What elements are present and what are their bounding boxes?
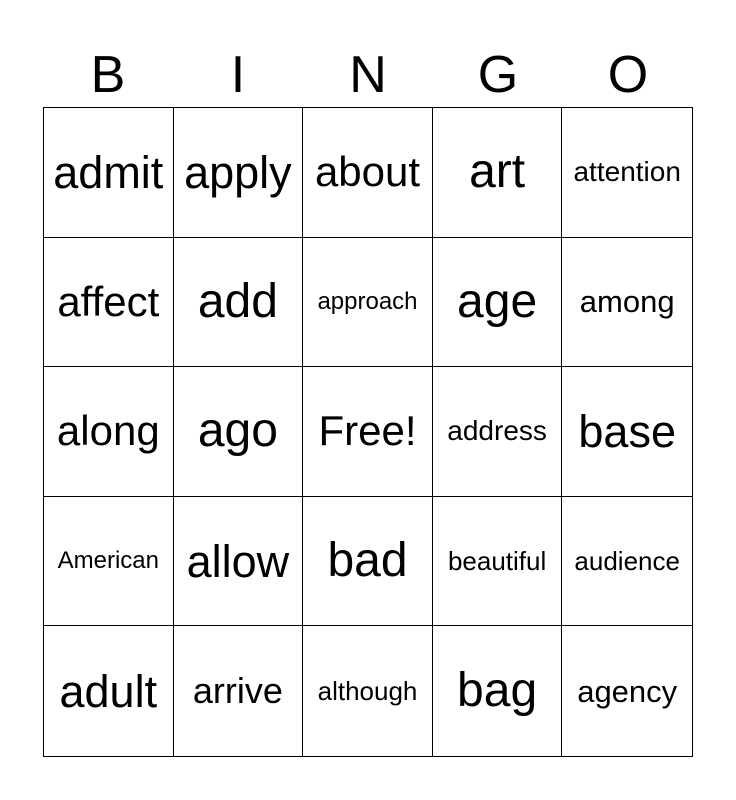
bingo-cell[interactable]: add <box>174 238 304 368</box>
header-letter-b: B <box>90 46 126 104</box>
bingo-cell[interactable]: bag <box>433 626 563 756</box>
header-letter-i: I <box>230 46 246 104</box>
free-space-cell[interactable]: Free! <box>303 367 433 497</box>
bingo-cell[interactable]: beautiful <box>433 497 563 627</box>
bingo-cell[interactable]: adult <box>44 626 174 756</box>
bingo-cell[interactable]: although <box>303 626 433 756</box>
bingo-cell[interactable]: base <box>562 367 692 497</box>
bingo-cell[interactable]: arrive <box>174 626 304 756</box>
bingo-cell[interactable]: age <box>433 238 563 368</box>
bingo-cell[interactable]: attention <box>562 108 692 238</box>
bingo-cell[interactable]: admit <box>44 108 174 238</box>
bingo-cell[interactable]: approach <box>303 238 433 368</box>
bingo-cell[interactable]: apply <box>174 108 304 238</box>
bingo-cell[interactable]: ago <box>174 367 304 497</box>
header-letter-o: O <box>607 46 649 104</box>
bingo-cell[interactable]: audience <box>562 497 692 627</box>
bingo-cell[interactable]: bad <box>303 497 433 627</box>
bingo-card <box>43 107 693 757</box>
bingo-cell[interactable]: American <box>44 497 174 627</box>
bingo-cell[interactable]: about <box>303 108 433 238</box>
bingo-cell[interactable]: agency <box>577 673 678 709</box>
bingo-cell[interactable]: art <box>433 108 563 238</box>
bingo-cell[interactable]: allow <box>174 497 304 627</box>
bingo-cell[interactable]: among <box>562 238 692 368</box>
bingo-cell[interactable]: address <box>433 367 563 497</box>
header-letter-n: N <box>349 46 387 104</box>
header-letter-g: G <box>477 46 519 104</box>
bingo-cell[interactable]: affect <box>44 238 174 368</box>
bingo-header <box>43 43 693 107</box>
bingo-cell[interactable]: along <box>44 367 174 497</box>
